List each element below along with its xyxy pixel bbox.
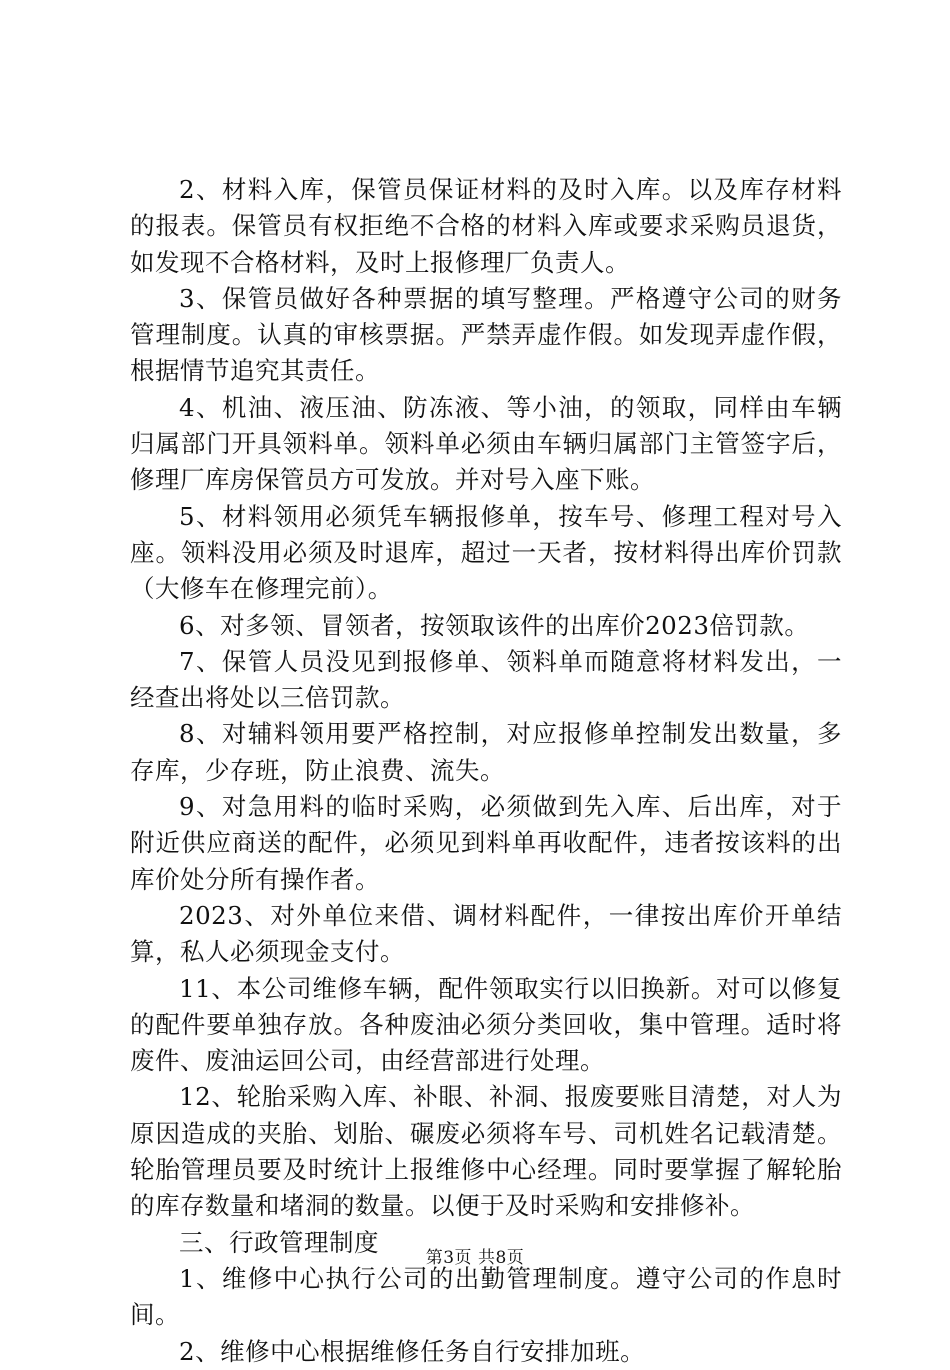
paragraph-item-3: 3、保管员做好各种票据的填写整理。严格遵守公司的财务管理制度。认真的审核票据。严禁弄虚作假。如发现弄虚作假，根据情节追究其责任。 — [130, 283, 842, 386]
paragraph-item-4: 4、机油、液压油、防冻液、等小油，的领取，同样由车辆归属部门开具领料单。领料单必须由车辆归属部门主管签字后，修理厂库房保管员方可发放。并对号入座下账。 — [130, 392, 842, 495]
paragraph-item-11: 11、本公司维修车辆，配件领取实行以旧换新。对可以修复的配件要单独存放。各种废油必须分类回收，集中管理。适时将废件、废油运回公司，由经营部进行处理。 — [130, 973, 842, 1076]
paragraph-item-5: 5、材料领用必须凭车辆报修单，按车号、修理工程对号入座。领料没用必须及时退库，超过一天者，按材料得出库价罚款（大修车在修理完前）。 — [130, 501, 842, 604]
section-heading-admin: 三、行政管理制度 — [179, 1227, 379, 1257]
paragraph-item-6: 6、对多领、冒领者，按领取该件的出库价2023倍罚款。 — [179, 610, 810, 640]
paragraph-item-10: 2023、对外单位来借、调材料配件，一律按出库价开单结算，私人必须现金支付。 — [130, 900, 842, 967]
paragraph-item-7: 7、保管人员没见到报修单、领料单而随意将材料发出，一经查出将处以三倍罚款。 — [130, 646, 842, 713]
document-body — [130, 172, 842, 1370]
page-number-footer: 第3页 共8页 — [425, 1248, 525, 1268]
paragraph-item-12: 12、轮胎采购入库、补眼、补洞、报废要账目清楚，对人为原因造成的夹胎、划胎、碾废必须将车号、司机姓名记载清楚。轮胎管理员要及时统计上报维修中心经理。同时要掌握了解轮胎的库存数量和堵洞的数量。以便于及时采购和安排修补。 — [130, 1082, 842, 1221]
paragraph-item-8: 8、对辅料领用要严格控制，对应报修单控制发出数量，多存库，少存班，防止浪费、流失。 — [130, 719, 842, 785]
paragraph-item-2: 2、材料入库，保管员保证材料的及时入库。以及库存材料的报表。保管员有权拒绝不合格的材料入库或要求采购员退货，如发现不合格材料，及时上报修理厂负责人。 — [130, 175, 842, 277]
paragraph-admin-2: 2、维修中心根据维修任务自行安排加班。 — [179, 1336, 646, 1366]
paragraph-admin-1: 1、维修中心执行公司的出勤管理制度。遵守公司的作息时间。 — [130, 1263, 842, 1330]
paragraph-item-9: 9、对急用料的临时采购，必须做到先入库、后出库，对于附近供应商送的配件，必须见到料单再收配件，违者按该料的出库价处分所有操作者。 — [130, 792, 842, 894]
